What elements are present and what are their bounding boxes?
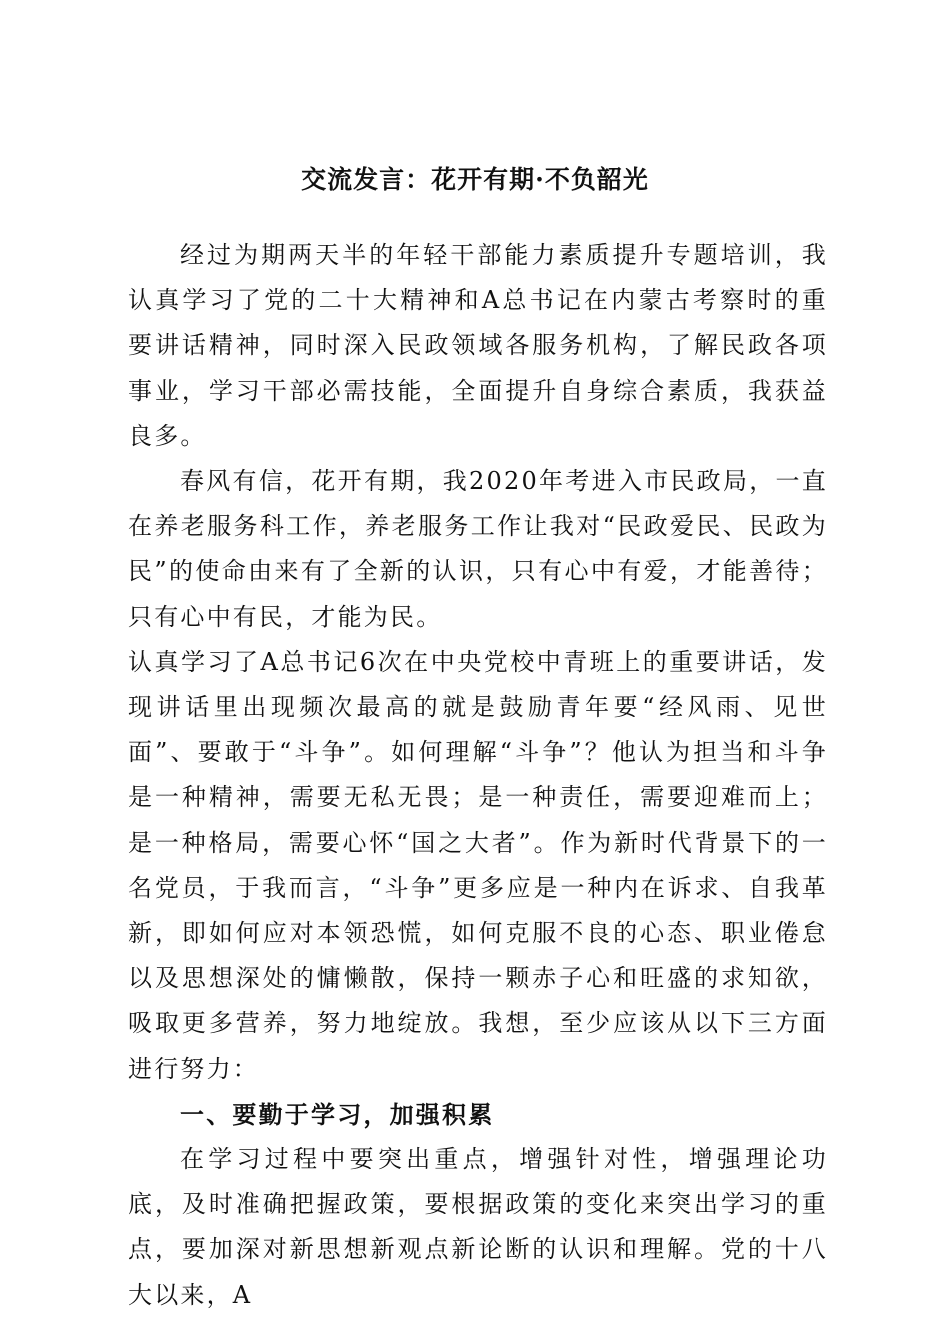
paragraph-learning: 在学习过程中要突出重点，增强针对性，增强理论功底，及时准确把握政策，要根据政策的变化来突出学习的重点，要加深对新思想新观点新论断的认识和理解。党的十八大以来，A [128, 1145, 828, 1309]
document-body [128, 233, 828, 1318]
paragraph-intro: 经过为期两天半的年轻干部能力素质提升专题培训，我认真学习了党的二十大精神和A总书记在内蒙古考察时的重要讲话精神，同时深入民政领域各服务机构，了解民政各项事业，学习干部必需技能，全面提升自身综合素质，我获益良多。 [128, 241, 828, 450]
paragraph-study: 认真学习了A总书记6次在中央党校中青班上的重要讲话，发现讲话里出现频次最高的就是鼓励青年要“经风雨、见世面”、要敢于“斗争”。如何理解“斗争”？他认为担当和斗争是一种精神，需要无私无畏；是一种责任，需要迎难而上；是一种格局，需要心怀“国之大者”。作为新时代背景下的一名党员，于我而言，“斗争”更多应是一种内在诉求、自我革新，即如何应对本领恐慌，如何克服不良的心态、职业倦怠以及思想深处的慵懒散，保持一颗赤子心和旺盛的求知欲，吸取更多营养，努力地绽放。我想，至少应该从以下三方面进行努力： [128, 647, 828, 1083]
section-heading-1: 一、要勤于学习，加强积累 [180, 1099, 495, 1129]
document-title: 交流发言：花开有期·不负韶光 [301, 165, 649, 194]
paragraph-spring: 春风有信，花开有期，我2020年考进入市民政局，一直在养老服务科工作，养老服务工作让我对“民政爱民、民政为民”的使命由来有了全新的认识，只有心中有爱，才能善待；只有心中有民，才能为民。 [128, 467, 828, 631]
